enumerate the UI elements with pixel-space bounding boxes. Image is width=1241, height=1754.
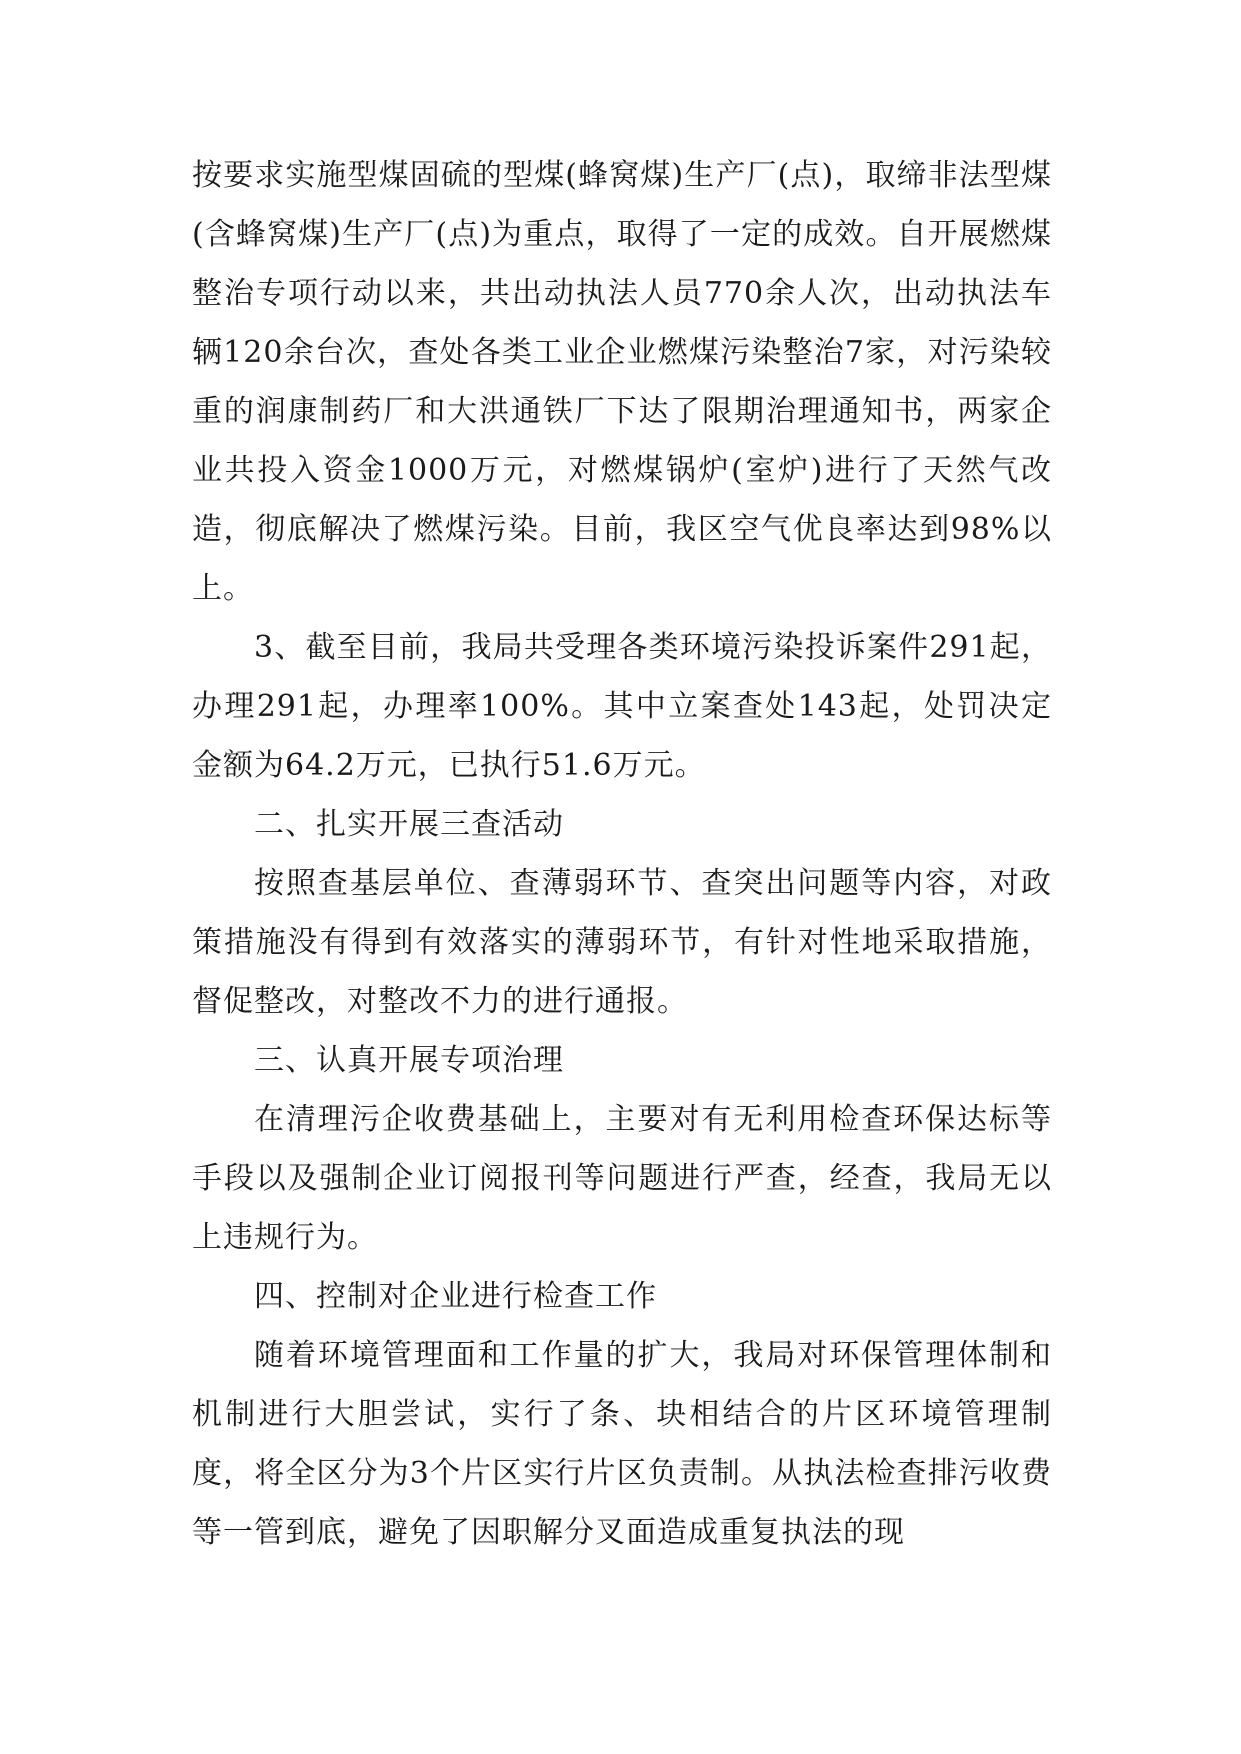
document-body bbox=[192, 146, 1052, 1562]
section-heading-3: 三、认真开展专项治理 bbox=[254, 1043, 564, 1078]
paragraph-1: 按要求实施型煤固硫的型煤(蜂窝煤)生产厂(点)，取缔非法型煤(含蜂窝煤)生产厂(点)为重点，取得了一定的成效。自开展燃煤整治专项行动以来，共出动执法人员770余人次，出动执法车辆120余台次，查处各类工业企业燃煤污染整治7家，对污染较重的润康制药厂和大洪通铁厂下达了限期治理通知书，两家企业共投入资金1000万元，对燃煤锅炉(室炉)进行了天然气改造，彻底解决了燃煤污染。目前，我区空气优良率达到98%以上。 bbox=[192, 158, 1052, 606]
section-heading-2: 二、扎实开展三查活动 bbox=[254, 807, 564, 842]
section-heading-4: 四、控制对企业进行检查工作 bbox=[254, 1279, 657, 1314]
paragraph-3: 按照查基层单位、查薄弱环节、查突出问题等内容，对政策措施没有得到有效落实的薄弱环节，有针对性地采取措施，督促整改，对整改不力的进行通报。 bbox=[192, 866, 1052, 1019]
paragraph-2: 3、截至目前，我局共受理各类环境污染投诉案件291起，办理291起，办理率100%。其中立案查处143起，处罚决定金额为64.2万元，已执行51.6万元。 bbox=[192, 630, 1052, 783]
paragraph-4: 在清理污企收费基础上，主要对有无利用检查环保达标等手段以及强制企业订阅报刊等问题进行严查，经查，我局无以上违规行为。 bbox=[192, 1102, 1052, 1255]
paragraph-5: 随着环境管理面和工作量的扩大，我局对环保管理体制和机制进行大胆尝试，实行了条、块相结合的片区环境管理制度，将全区分为3个片区实行片区负责制。从执法检查排污收费等一管到底，避免了因职解分叉面造成重复执法的现 bbox=[192, 1338, 1052, 1550]
